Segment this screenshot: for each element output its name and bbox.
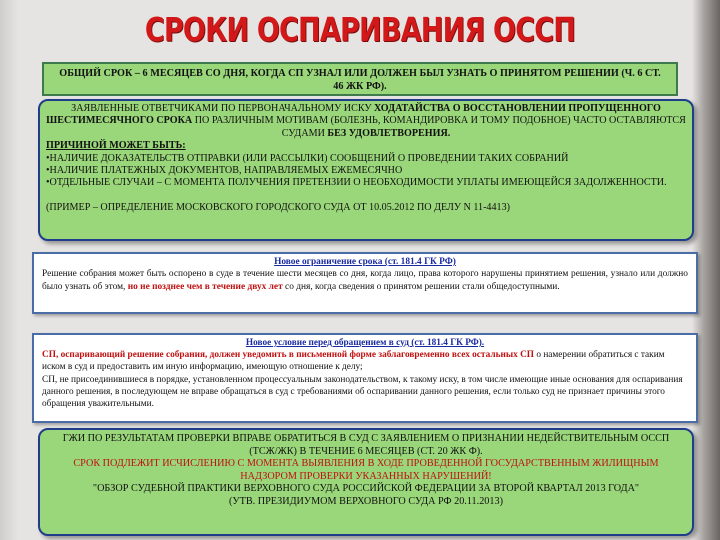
gzhi-line-1: ГЖИ ПО РЕЗУЛЬТАТАМ ПРОВЕРКИ ВПРАВЕ ОБРАТИТЬСЯ В СУД С ЗАЯВЛЕНИЕМ О ПРИЗНАНИИ НЕДЕЙСТВИТЕЛЬНЫМ ОССП (ТСЖ/ЖК) В ТЕЧЕНИЕ 6 МЕСЯЦЕВ (СТ. 20 ЖК Ф). bbox=[62, 433, 670, 457]
term-limit-text bbox=[42, 268, 688, 293]
intro-text-a: ЗАЯВЛЕННЫЕ ОТВЕТЧИКАМИ ПО ПЕРВОНАЧАЛЬНОМУ ИСКУ bbox=[71, 103, 375, 114]
notice-condition-box bbox=[32, 333, 698, 423]
example-citation: (ПРИМЕР – ОПРЕДЕЛЕНИЕ МОСКОВСКОГО ГОРОДСКОГО СУДА ОТ 10.05.2012 ПО ДЕЛУ N 11-4413) bbox=[46, 201, 510, 213]
notice-condition-text-c: СП, не присоединившиеся в порядке, установленном процессуальным законодательством, к такому иску, в том числе имеющие иные основания для оспаривания данного решения, в последующем не вправе обращаться в суд с требованиями об оспаривании данного решения, если только суд не признает причины этого обращения уважительными. bbox=[42, 374, 683, 410]
intro-text-d: БЕЗ УДОВЛЕТВОРЕНИЯ. bbox=[327, 127, 451, 139]
intro-text-b: ХОДАТАЙСТВА О ВОССТАНОВЛЕНИИ ПРОПУЩЕННОГО ШЕСТИМЕСЯЧНОГО СРОКА bbox=[46, 103, 661, 127]
gzhi-line-4: (УТВ. ПРЕЗИДИУМОМ ВЕРХОВНОГО СУДА РФ 20.11.2013) bbox=[229, 495, 503, 507]
term-limit-box bbox=[32, 252, 698, 314]
gzhi-box bbox=[38, 428, 694, 536]
reason-heading: ПРИЧИНОЙ МОЖЕТ БЫТЬ: bbox=[46, 140, 186, 152]
term-limit-text-a: Решение собрания может быть оспорено в суде в течение шести месяцев со дня, когда лицо, права которого нарушены принятием решения, узнало или должно было узнать об этом, bbox=[42, 269, 688, 292]
notice-condition-text-b: о намерении обратиться с таким иском в суд и предоставить им иную информацию, имеющую отношение к делу; bbox=[42, 350, 665, 373]
term-limit-highlight: но не позднее чем в течение двух лет bbox=[127, 281, 283, 292]
petitions-intro bbox=[46, 103, 686, 140]
slide-title: СРОКИ ОСПАРИВАНИЯ ОССП bbox=[144, 10, 576, 49]
gzhi-line-2: СРОК ПОДЛЕЖИТ ИСЧИСЛЕНИЮ С МОМЕНТА ВЫЯВЛЕНИЯ В ХОДЕ ПРОВЕДЕННОЙ ГОСУДАРСТВЕННЫМ ЖИЛИЩНЫМ НАДЗОРОМ ПРОВЕРКИ УКАЗАННЫХ НАРУШЕНИЙ! bbox=[73, 458, 659, 482]
notice-condition-heading: Новое условие перед обращением в суд (ст. 181.4 ГК РФ). bbox=[245, 338, 485, 348]
term-limit-text-c: со дня, когда сведения о принятом решении стали общедоступными. bbox=[282, 281, 560, 292]
reason-item-3: •ОТДЕЛЬНЫЕ СЛУЧАИ – С МОМЕНТА ПОЛУЧЕНИЯ ПРЕТЕНЗИИ О НЕОБХОДИМОСТИ УПЛАТЫ ИМЕЮЩЕЙСЯ ЗАДОЛЖЕННОСТИ. bbox=[46, 177, 667, 189]
petitions-box bbox=[38, 99, 694, 241]
reason-item-1: •НАЛИЧИЕ ДОКАЗАТЕЛЬСТВ ОТПРАВКИ (ИЛИ РАССЫЛКИ) СООБЩЕНИЙ О ПРОВЕДЕНИИ ТАКИХ СОБРАНИЙ bbox=[46, 152, 569, 164]
notice-condition-text bbox=[42, 349, 688, 373]
term-limit-heading: Новое ограничение срока (ст. 181.4 ГК РФ) bbox=[274, 257, 456, 267]
general-term-box bbox=[42, 62, 678, 96]
general-term-text: ОБЩИЙ СРОК – 6 МЕСЯЦЕВ СО ДНЯ, КОГДА СП УЗНАЛ ИЛИ ДОЛЖЕН БЫЛ УЗНАТЬ О ПРИНЯТОМ РЕШЕНИИ (Ч. 6 СТ. 46 ЖК РФ). bbox=[59, 68, 661, 92]
gzhi-line-3: "ОБЗОР СУДЕБНОЙ ПРАКТИКИ ВЕРХОВНОГО СУДА РОССИЙСКОЙ ФЕДЕРАЦИИ ЗА ВТОРОЙ КВАРТАЛ 2013 ГОДА" bbox=[92, 483, 640, 495]
intro-text-c: ПО РАЗЛИЧНЫМ МОТИВАМ (БОЛЕЗНЬ, КОМАНДИРОВКА И ТОМУ ПОДОБНОЕ) ЧАСТО ОСТАВЛЯЮТСЯ СУДАМИ bbox=[192, 115, 686, 139]
notice-condition-highlight: СП, оспаривающий решение собрания, должен уведомить в письменной форме заблаговременно всех остальных СП bbox=[42, 350, 535, 361]
reason-item-2: •НАЛИЧИЕ ПЛАТЕЖНЫХ ДОКУМЕНТОВ, НАПРАВЛЯЕМЫХ ЕЖЕМЕСЯЧНО bbox=[46, 165, 403, 177]
slide-left-edge bbox=[0, 0, 18, 540]
